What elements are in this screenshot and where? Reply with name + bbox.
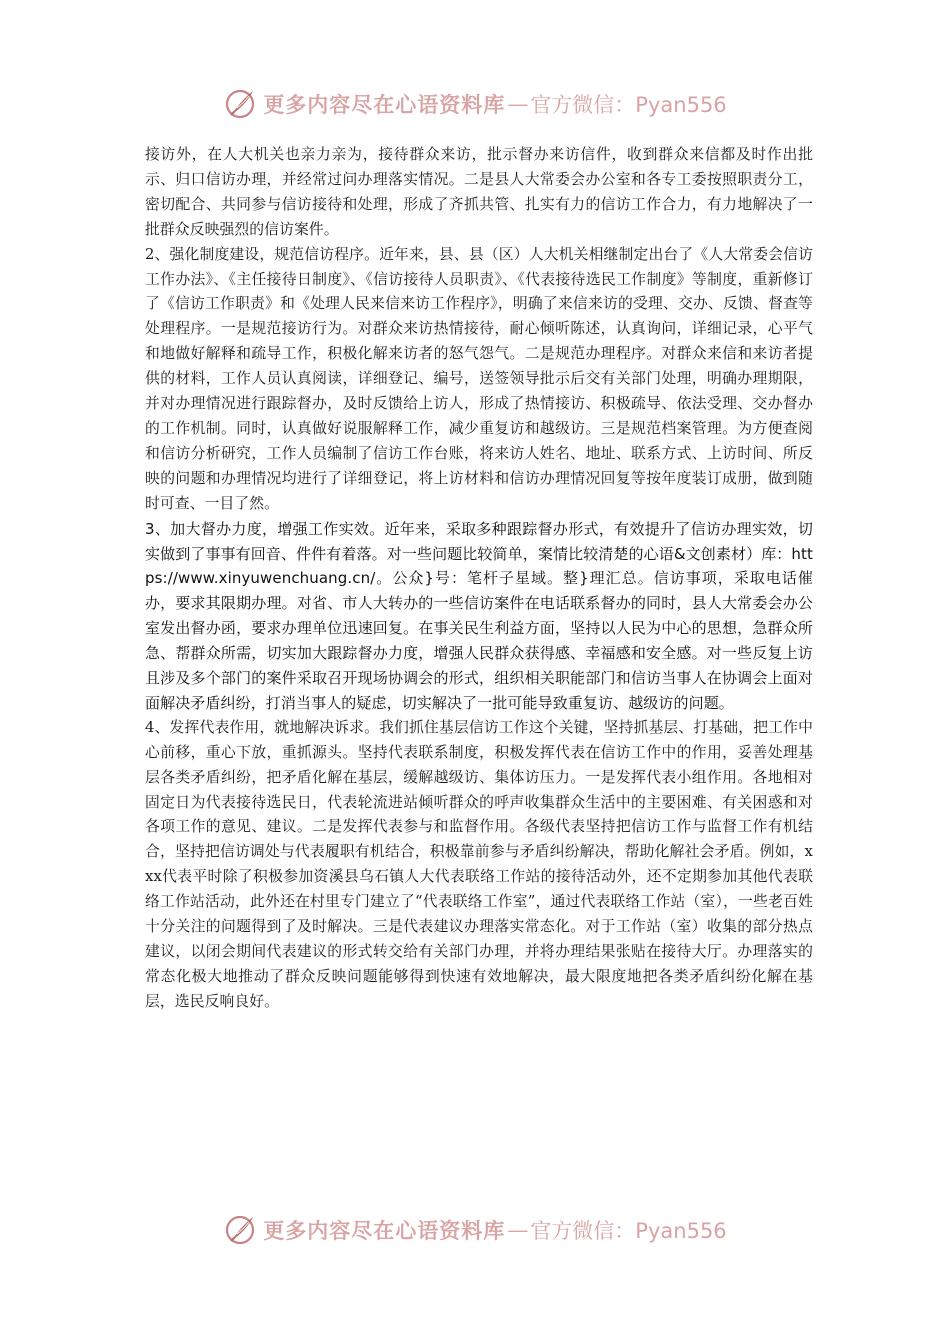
- footer-wechat-label: 官方微信：Pyan556: [530, 1219, 727, 1243]
- paragraph-section-2: 2、强化制度建设，规范信访程序。近年来，县、县（区）人大机关相继制定出台了《人大常委会信访工作办法》、《主任接待日制度》、《信访接待人员职责》、《代表接待选民工作制度》等制度，重新修订了《信访工作职责》和《处理人民来信来访工作程序》，明确了来信来访的受理、交办、反馈、督查等处理程序。一是规范接访行为。对群众来访热情接待，耐心倾听陈述，认真询问，详细记录，心平气和地做好解释和疏导工作，积极化解来访者的怒气怨气。二是规范办理程序。对群众来信和来访者提供的材料，工作人员认真阅读，详细登记、编号，送签领导批示后交有关部门处理，明确办理期限，并对办理情况进行跟踪督办，及时反馈给上访人，形成了热情接访、积极疏导、依法受理、交办督办的工作机制。同时，认真做好说服解释工作，减少重复访和越级访。三是规范档案管理。为方便查阅和信访分析研究，工作人员编制了信访工作台账，将来访人姓名、地址、联系方式、上访时间、所反映的问题和办理情况均进行了详细登记，将上访材料和信访办理情况回复等按年度装订成册，做到随时可查、一目了然。: [145, 245, 813, 512]
- paragraph-intro: 接访外，在人大机关也亲力亲为，接待群众来访，批示督办来访信件，收到群众来信都及时作出批示、归口信访办理，并经常过问办理落实情况。二是县人大常委会办公室和各专工委按照职责分工，密切配合、共同参与信访接待和处理，形成了齐抓共管、扎实有力的信访工作合力，有力地解决了一批群众反映强烈的信访案件。: [145, 146, 813, 238]
- document-body: [145, 143, 813, 1015]
- footer-brand-text: 更多内容尽在心语资料库: [263, 1218, 506, 1243]
- header-wechat-label: 官方微信：Pyan556: [530, 93, 727, 117]
- header-banner: [0, 84, 950, 124]
- paragraph-section-4: 4、发挥代表作用，就地解决诉求。我们抓住基层信访工作这个关键，坚持抓基层、打基础，把工作中心前移，重心下放，重抓源头。坚持代表联系制度，积极发挥代表在信访工作中的作用，妥善处理基层各类矛盾纠纷，把矛盾化解在基层，缓解越级访、集体访压力。一是发挥代表小组作用。各地相对固定日为代表接待选民日，代表轮流进站倾听群众的呼声收集群众生活中的主要困难、有关困惑和对各项工作的意见、建议。二是发挥代表参与和监督作用。各级代表坚持把信访工作与监督工作有机结合，坚持把信访调处与代表履职有机结合，积极靠前参与矛盾纠纷解决，帮助化解社会矛盾。例如，xxx代表平时除了积极参加资溪县乌石镇人大代表联络工作站的接待活动外，还不定期参加其他代表联络工作站活动，此外还在村里专门建立了“代表联络工作室”，通过代表联络工作站（室），一些老百姓十分关注的问题得到了及时解决。三是代表建议办理落实常态化。对于工作站（室）收集的部分热点建议，以闭会期间代表建议的形式转交给有关部门办理，并将办理结果张贴在接待大厅。办理落实的常态化极大地推动了群众反映问题能够得到快速有效地解决，最大限度地把各类矛盾纠纷化解在基层，选民反响良好。: [145, 718, 813, 1010]
- quill-pen-circle-icon: [223, 1213, 257, 1247]
- quill-pen-circle-icon: [223, 87, 257, 121]
- paragraph-section-3: 3、加大督办力度，增强工作实效。近年来，采取多种跟踪督办形式，有效提升了信访办理实效，切实做到了事事有回音、件件有着落。对一些问题比较简单，案情比较清楚的心语&文创素材）库：https://www.xinyuwenchuang.cn/。公众}号：笔杆子星域。整}理汇总。信访事项，采取电话催办，要求其限期办理。对省、市人大转办的一些信访案件在电话联系督办的同时，县人大常委会办公室发出督办函，要求办理单位迅速回复。在事关民生利益方面，坚持以人民为中心的思想，急群众所急、帮群众所需，切实加大跟踪督办力度，增强人民群众获得感、幸福感和安全感。对一些反复上访且涉及多个部门的案件采取召开现场协调会的形式，组织相关职能部门和信访当事人在协调会上面对面解决矛盾纠纷，打消当事人的疑虑，切实解决了一批可能导致重复访、越级访的问题。: [145, 519, 813, 712]
- footer-banner: [0, 1210, 950, 1250]
- footer-separator: —: [507, 1218, 529, 1242]
- header-brand-text: 更多内容尽在心语资料库: [263, 92, 506, 117]
- header-separator: —: [507, 92, 529, 116]
